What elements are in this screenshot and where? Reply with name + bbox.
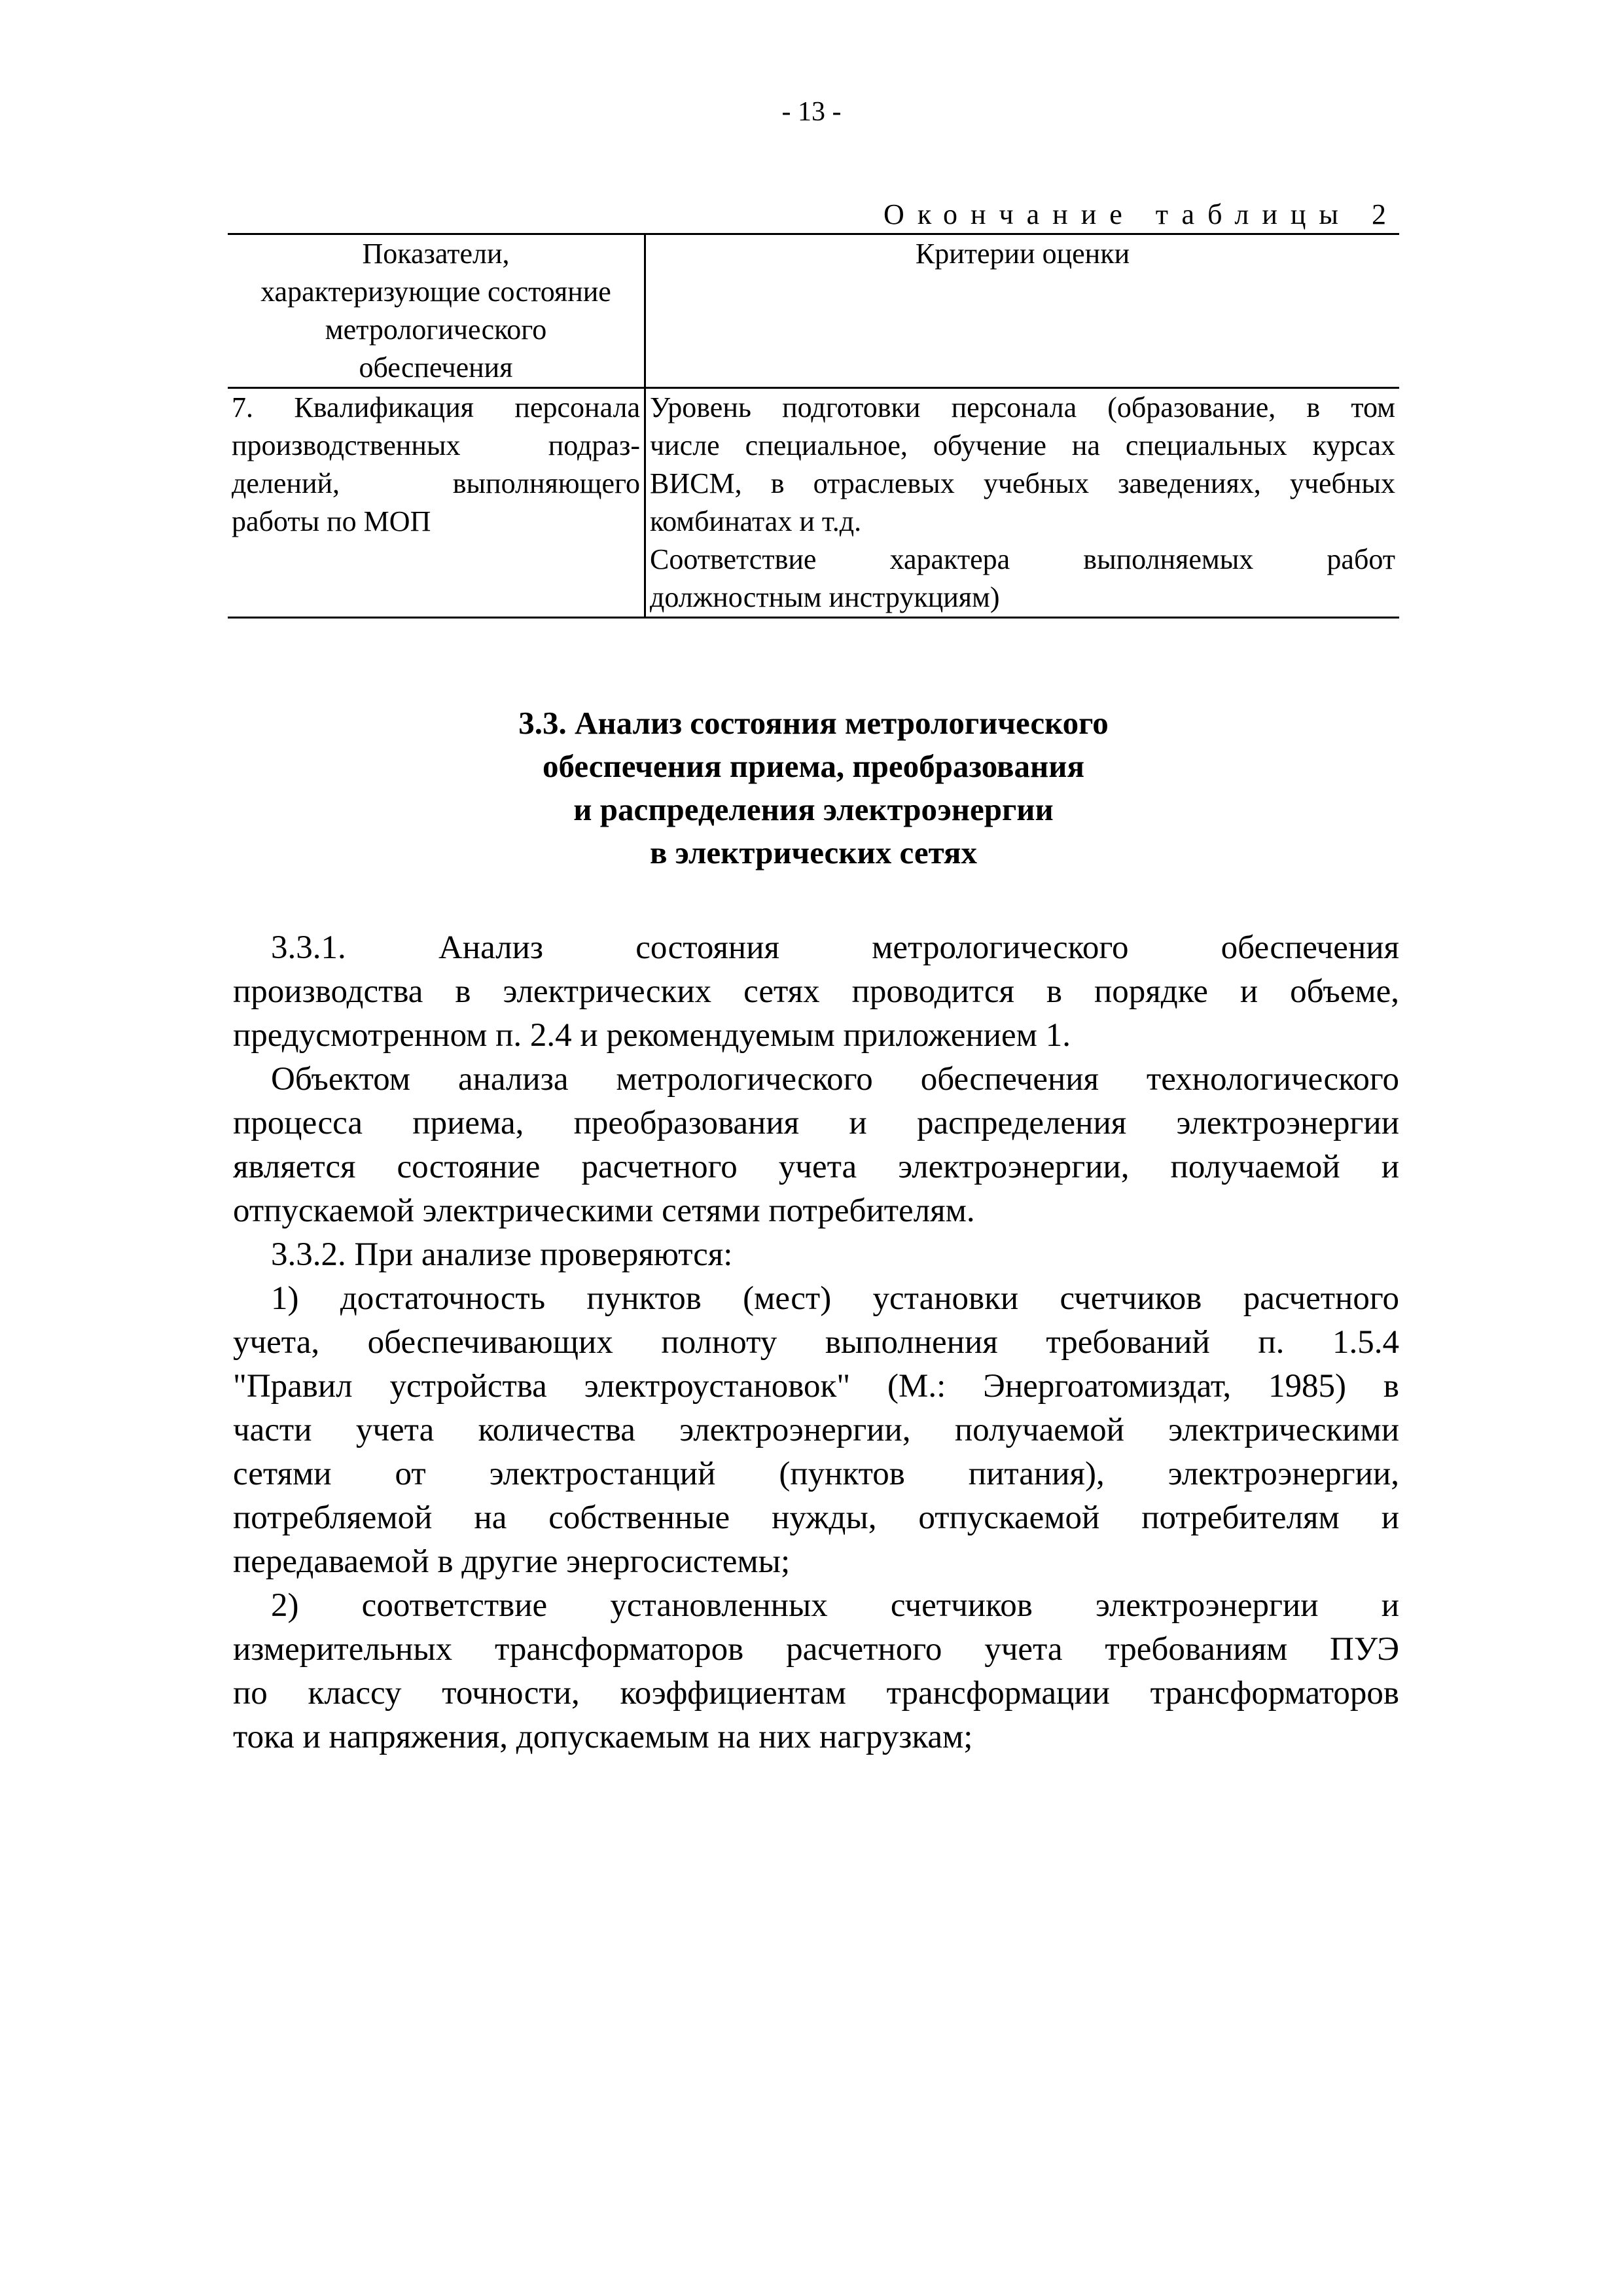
table-header-row: [228, 234, 1399, 388]
section-heading-line: обеспечения приема, преобразования: [543, 748, 1084, 784]
paragraph-line: тока и напряжения, допускаемым на них нагрузкам;: [233, 1719, 973, 1755]
body-text: [233, 926, 1399, 1759]
paragraph-line: 2) соответствие установленных счетчиков электроэнергии и: [271, 1587, 1399, 1624]
section-heading-line: в электрических сетях: [649, 834, 978, 870]
paragraph-line: является состояние расчетного учета электроэнергии, получаемой и: [233, 1149, 1399, 1185]
row7-indicator-line: делений, выполняющего: [232, 467, 640, 499]
paragraph-line: части учета количества электроэнергии, получаемой электрическими: [233, 1412, 1399, 1448]
paragraph-line: сетями от электростанций (пунктов питания), электроэнергии,: [233, 1456, 1399, 1492]
paragraph-line: Объектом анализа метрологического обеспечения технологического: [271, 1061, 1399, 1098]
header-criteria: Критерии оценки: [645, 234, 1400, 388]
row7-criteria-line: ВИСМ, в отраслевых учебных заведениях, учебных: [650, 467, 1395, 499]
row7-criteria-line: Уровень подготовки персонала (образование, в том: [650, 391, 1395, 423]
paragraph-line: предусмотренном п. 2.4 и рекомендуемым приложением 1.: [233, 1017, 1071, 1054]
row7-indicator-line: работы по МОП: [232, 505, 431, 537]
paragraph-line: по классу точности, коэффициентам трансформации трансформаторов: [233, 1675, 1399, 1712]
paragraph-line: "Правил устройства электроустановок" (М.: Энергоатомиздат, 1985) в: [233, 1368, 1399, 1405]
section-heading-line: 3.3. Анализ состояния метрологического: [518, 705, 1109, 741]
criteria-table-wrapper: [228, 233, 1399, 619]
row7-criteria-line: числе специальное, обучение на специальных курсах: [650, 429, 1395, 461]
paragraph-line: учета, обеспечивающих полноту выполнения требований п. 1.5.4: [233, 1324, 1399, 1361]
row7-criteria-cell: [645, 388, 1400, 618]
row7-indicator-cell: [228, 388, 645, 618]
paragraph-line: 3.3.1. Анализ состояния метрологического обеспечения: [271, 929, 1399, 966]
paragraph-line: отпускаемой электрическими сетями потребителям.: [233, 1193, 975, 1229]
row7-indicator-line: производственных подраз-: [232, 429, 640, 461]
paragraph-line: производства в электрических сетях проводится в порядке и объеме,: [233, 973, 1399, 1010]
criteria-table: [228, 233, 1399, 619]
header-indicators-line: метрологического: [325, 314, 547, 346]
table-caption: Окончание таблицы 2: [883, 198, 1399, 230]
section-heading-line: и распределения электроэнергии: [573, 791, 1054, 827]
section-heading: [228, 702, 1399, 874]
paragraph-line: передаваемой в другие энергосистемы;: [233, 1543, 791, 1580]
header-indicators-line: Показатели,: [362, 238, 510, 270]
row7-criteria-line: должностным инструкциям): [650, 581, 1000, 613]
paragraph-line: 1) достаточность пунктов (мест) установки счетчиков расчетного: [271, 1280, 1399, 1317]
header-indicators: [228, 234, 645, 388]
paragraph-line: процесса приема, преобразования и распределения электроэнергии: [233, 1105, 1399, 1141]
paragraph-line: 3.3.2. При анализе проверяются:: [271, 1236, 733, 1273]
row7-criteria-line: комбинатах и т.д.: [650, 505, 862, 537]
header-indicators-line: характеризующие состояние: [260, 276, 611, 308]
row7-criteria-line: Соответствие характера выполняемых работ: [650, 543, 1395, 575]
paragraph-line: потребляемой на собственные нужды, отпускаемой потребителям и: [233, 1499, 1399, 1536]
header-indicators-line: обеспечения: [359, 351, 513, 384]
page-number: - 13 -: [781, 97, 842, 127]
paragraph-line: измерительных трансформаторов расчетного учета требованиям ПУЭ: [233, 1631, 1399, 1668]
table-row: [228, 388, 1399, 618]
row7-indicator-line: 7. Квалификация персонала: [232, 391, 640, 423]
